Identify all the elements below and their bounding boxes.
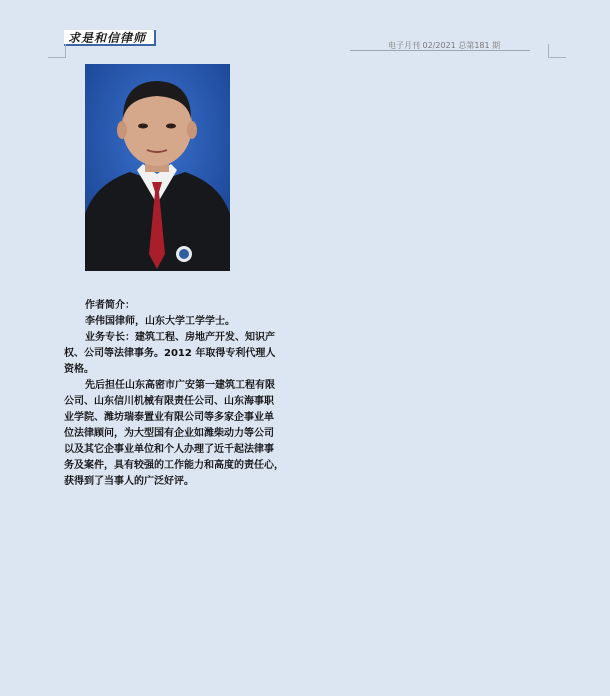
bio-career-line: 先后担任山东高密市广安第一建筑工程有限 bbox=[85, 380, 275, 391]
crop-mark-top-right-horizontal bbox=[548, 57, 566, 58]
bio-specialty-line: 业务专长：建筑工程、房地产开发、知识产 bbox=[85, 332, 275, 343]
header-rule bbox=[350, 50, 530, 51]
bio-career-line: 获得到了当事人的广泛好评。 bbox=[64, 476, 194, 487]
author-bio bbox=[64, 298, 300, 490]
bio-title: 作者简介： bbox=[85, 300, 135, 311]
issue-info: 电子月刊 02/2021 总第181 期 bbox=[388, 41, 501, 50]
portrait-illustration bbox=[85, 64, 230, 271]
bio-specialty-line: 权、公司等法律事务。2012 年取得专利代理人 bbox=[64, 348, 276, 359]
crop-mark-top-right-vertical bbox=[548, 44, 549, 58]
crop-mark-top-left-vertical bbox=[65, 44, 66, 58]
bio-career-line: 位法律顾问，为大型国有企业如潍柴动力等公司 bbox=[64, 428, 274, 439]
bio-specialty-line: 资格。 bbox=[64, 364, 94, 375]
bio-career-line: 以及其它企事业单位和个人办理了近千起法律事 bbox=[64, 444, 274, 455]
lawyer-portrait-photo bbox=[85, 64, 230, 271]
bio-career-line: 业学院、潍坊瑞泰置业有限公司等多家企事业单 bbox=[64, 412, 274, 423]
crop-mark-top-left-horizontal bbox=[48, 57, 66, 58]
bio-career-line: 公司、山东信川机械有限责任公司、山东海事职 bbox=[64, 396, 274, 407]
masthead-logo: 求是和信律师 bbox=[64, 30, 156, 46]
bio-career-line: 务及案件，具有较强的工作能力和高度的责任心， bbox=[64, 460, 284, 471]
bio-name-line: 李伟国律师，山东大学工学学士。 bbox=[85, 316, 235, 327]
